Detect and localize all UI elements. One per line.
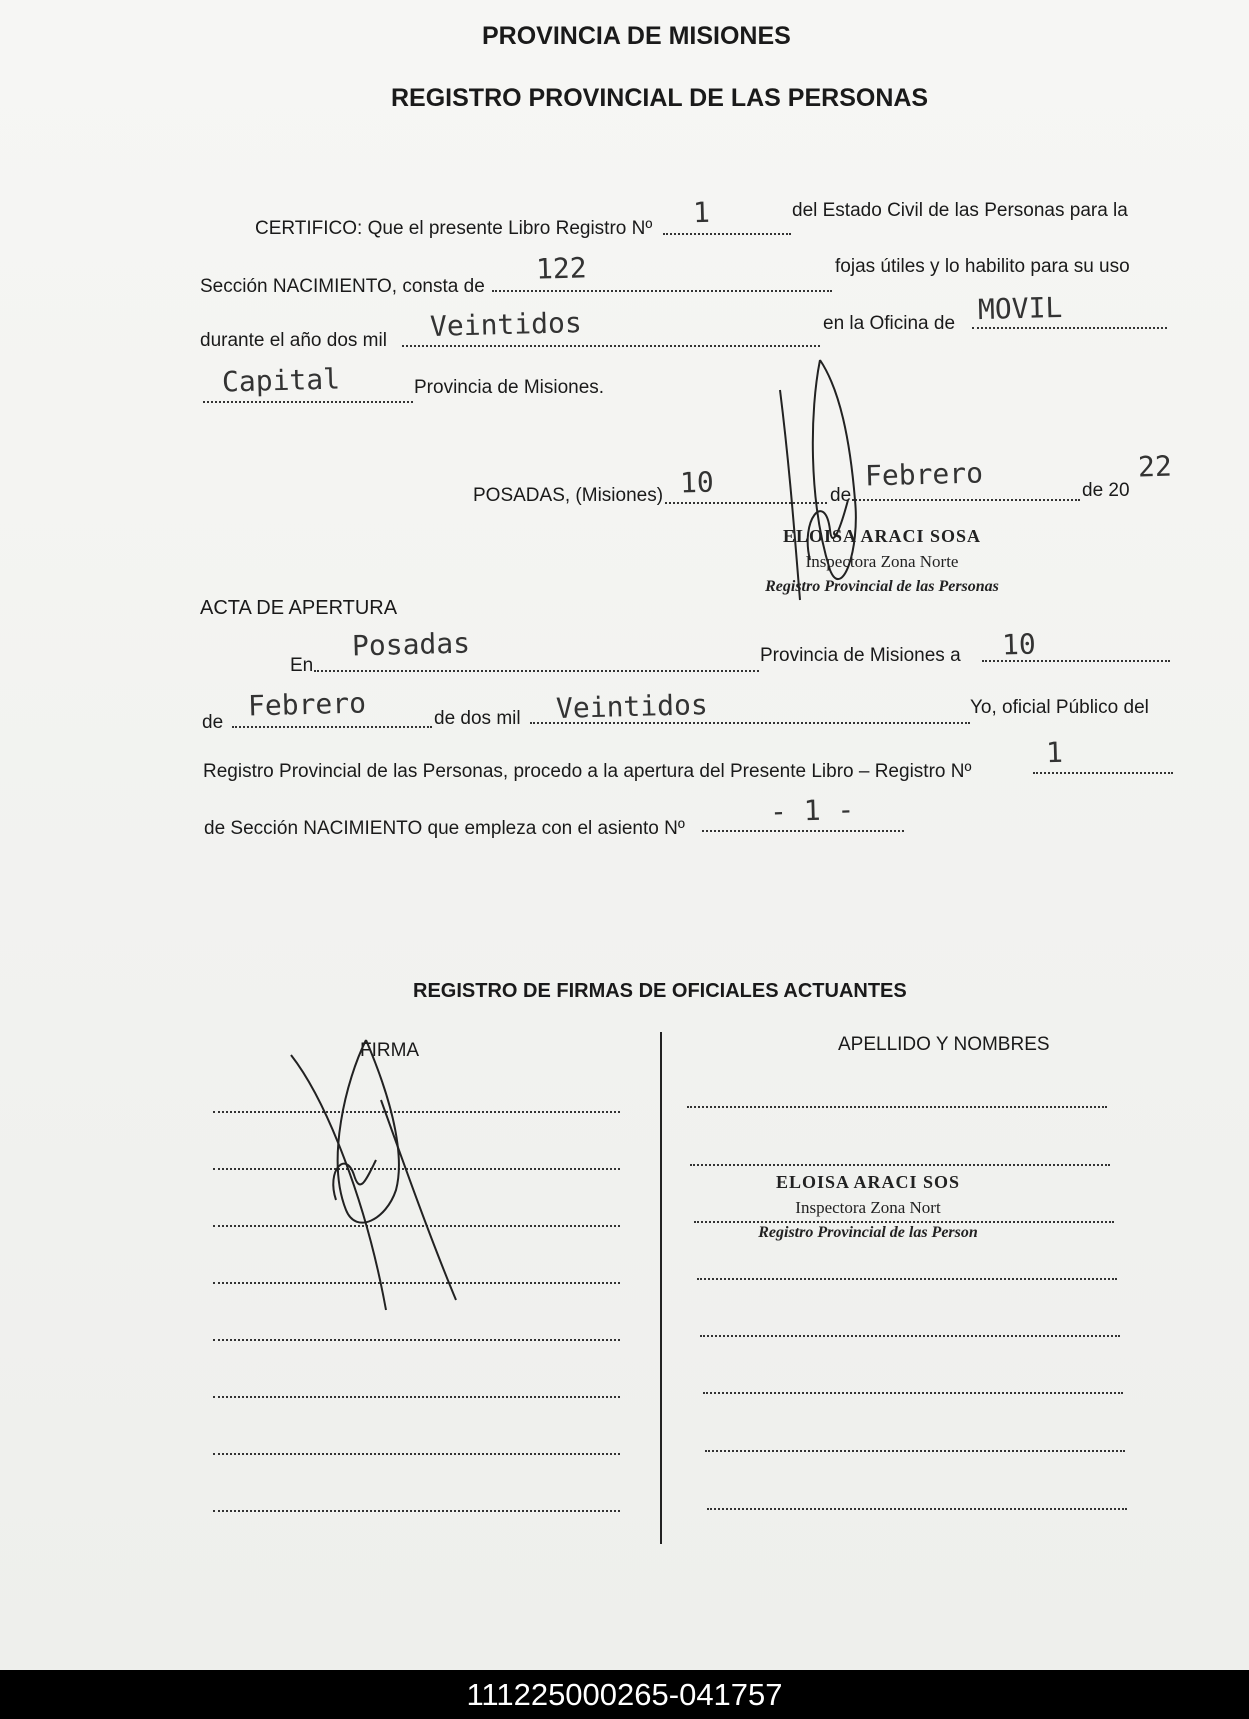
- cert-line3-prefix: durante el año dos mil: [200, 330, 387, 351]
- cert-line1-suffix: del Estado Civil de las Personas para la: [792, 200, 1128, 221]
- stamp-bottom-role: Inspectora Zona Nort: [795, 1198, 941, 1217]
- firma-column-header: FIRMA: [360, 1040, 420, 1061]
- stamp-top-name: ELOISA ARACI SOSA: [782, 526, 982, 546]
- year-words-value: Veintidos: [429, 306, 583, 343]
- oficina-cont-value: Capital: [221, 362, 341, 399]
- nombre-line-5: [700, 1335, 1120, 1337]
- nombre-line-7: [705, 1450, 1125, 1452]
- stamp-top-role: Inspectora Zona Norte: [805, 552, 959, 571]
- nombre-line-6: [703, 1392, 1123, 1394]
- apertura-heading: ACTA DE APERTURA: [200, 597, 398, 619]
- apertura-en-label: En: [290, 655, 314, 676]
- nombre-line-8: [707, 1508, 1127, 1510]
- cert-line1-prefix: CERTIFICO: Que el presente Libro Registro Nº: [255, 218, 653, 239]
- apertura-line3: Registro Provincial de las Personas, procedo a la apertura del Presente Libro – Registro Nº: [203, 761, 972, 782]
- libro-number-value: 1: [692, 195, 711, 230]
- official-stamp-bottom: [748, 1170, 988, 1245]
- stamp-bottom-org: Registro Provincial de las Person: [758, 1224, 978, 1241]
- city-field: [314, 670, 759, 672]
- document-id: 111225000265-041757: [466, 1677, 783, 1712]
- apertura-de-label: de: [202, 712, 224, 733]
- month-value: Febrero: [864, 456, 984, 493]
- asiento-field: [702, 830, 904, 832]
- year-suffix-value: 22: [1137, 449, 1173, 484]
- apertura-province-label: Provincia de Misiones a: [760, 645, 961, 666]
- cert-line3-middle: en la Oficina de: [823, 313, 956, 334]
- apertura-libro-field: [1033, 772, 1173, 774]
- oficina-field: [972, 327, 1167, 329]
- stamp-top-org: Registro Provincial de las Personas: [765, 578, 999, 595]
- apertura-month-field: [232, 726, 432, 728]
- asiento-value: - 1 -: [769, 792, 855, 829]
- column-divider: [660, 1032, 662, 1544]
- signature-top: [770, 350, 930, 610]
- firma-line-5: [213, 1339, 620, 1341]
- nombre-line-1: [687, 1106, 1107, 1108]
- nombre-line-4: [697, 1278, 1117, 1280]
- nombres-column-header: APELLIDO Y NOMBRES: [838, 1034, 1050, 1055]
- date-de-label: de: [830, 485, 852, 506]
- apertura-day-value: 10: [1001, 627, 1037, 662]
- province-title: PROVINCIA DE MISIONES: [482, 22, 791, 50]
- nombre-line-2: [690, 1164, 1110, 1166]
- fojas-field: [492, 290, 832, 292]
- stamp-bottom-name: ELOISA ARACI SOS: [775, 1172, 961, 1192]
- apertura-year-value: Veintidos: [555, 688, 709, 725]
- cert-line2-prefix: Sección NACIMIENTO, consta de: [200, 276, 485, 297]
- firmas-heading: REGISTRO DE FIRMAS DE OFICIALES ACTUANTES: [413, 980, 907, 1002]
- apertura-line4: de Sección NACIMIENTO que empleza con el asiento Nº: [204, 818, 685, 839]
- fojas-value: 122: [535, 251, 588, 286]
- apertura-yo-label: Yo, oficial Público del: [970, 697, 1149, 718]
- libro-number-field: [663, 233, 791, 235]
- firma-line-8: [213, 1510, 620, 1512]
- cert-line4-suffix: Provincia de Misiones.: [414, 377, 605, 398]
- signature-bottom: [286, 1040, 466, 1320]
- document-id-bar: [0, 1670, 1249, 1719]
- year-words-field: [402, 345, 820, 347]
- city-value: Posadas: [351, 626, 471, 663]
- place-label: POSADAS, (Misiones): [473, 485, 664, 506]
- firma-line-6: [213, 1396, 620, 1398]
- cert-line2-suffix: fojas útiles y lo habilito para su uso: [835, 256, 1130, 277]
- apertura-dos-mil-label: de dos mil: [434, 708, 521, 729]
- apertura-month-value: Febrero: [247, 686, 367, 723]
- year-prefix-label: de 20: [1082, 480, 1130, 501]
- day-value: 10: [679, 465, 715, 500]
- oficina-cont-field: [203, 401, 413, 403]
- registry-title: REGISTRO PROVINCIAL DE LAS PERSONAS: [391, 84, 929, 112]
- firma-line-7: [213, 1453, 620, 1455]
- apertura-libro-value: 1: [1045, 735, 1064, 770]
- oficina-value: MOVIL: [977, 290, 1063, 327]
